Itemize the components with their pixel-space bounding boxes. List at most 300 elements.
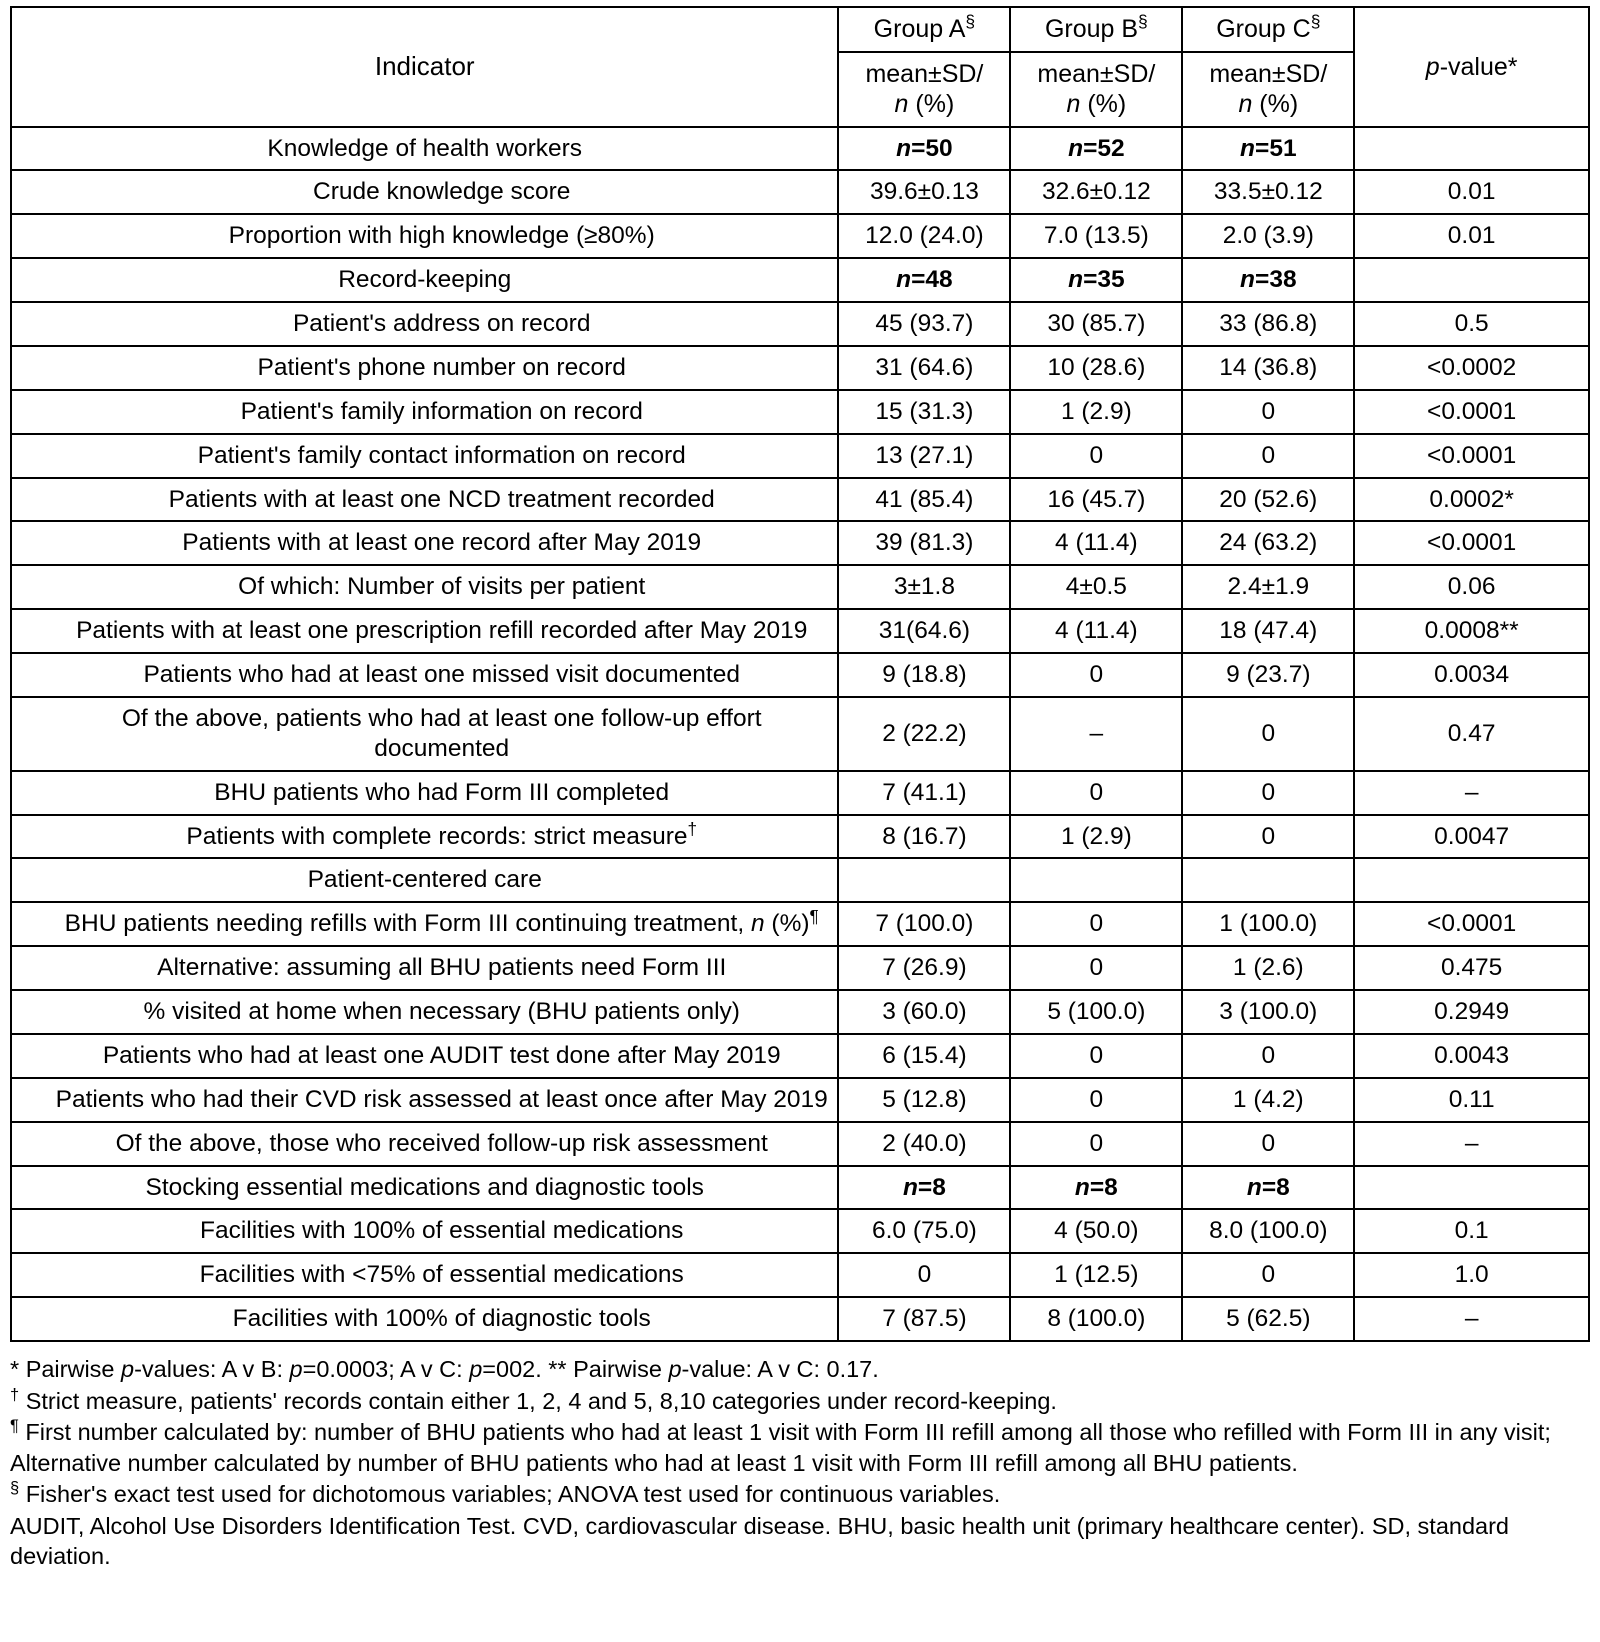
indicator-label [11,902,838,946]
cell-group-a [838,1166,1010,1210]
cell-value-text: 5 (62.5) [1226,1305,1311,1333]
cell-value-text: 10 (28.6) [1047,353,1146,381]
table-row [11,1034,1589,1078]
column-subheader-group-a [838,52,1010,127]
cell-group-c [1182,214,1354,258]
cell-value-text: 1 (2.9) [1060,397,1132,425]
cell-group-b [1010,858,1182,902]
cell-group-b [1010,1034,1182,1078]
sample-size-value: n=48 [896,266,953,294]
cell-value-text: 7 (100.0) [875,910,974,938]
indicator-label [11,1253,838,1297]
cell-value-text: 41 (85.4) [875,485,974,513]
cell-group-c [1182,609,1354,653]
cell-pvalue [1354,170,1589,214]
cell-value-text: 0.0047 [1434,822,1510,850]
table-row [11,609,1589,653]
cell-group-b [1010,346,1182,390]
table-section-row [11,258,1589,302]
cell-group-c [1182,653,1354,697]
table-section-row [11,127,1589,171]
cell-value-text: 32.6±0.12 [1041,178,1151,206]
indicator-label-text: Of the above, patients who had at least one follow-up effort documented [121,704,762,762]
cell-value-text: 9 (18.8) [882,661,967,688]
cell-value-text: 45 (93.7) [875,310,974,337]
indicator-label-text: Patient's phone number on record [257,353,626,381]
table-row [11,1297,1589,1341]
cell-value-text: 8 (100.0) [1047,1305,1146,1333]
indicator-label [11,434,838,478]
indicator-label-text: Of the above, those who received follow-up risk assessment [115,1129,768,1157]
table-row [11,902,1589,946]
cell-value-text: 1 (100.0) [1219,910,1318,938]
cell-value-text: 4±0.5 [1065,573,1127,601]
cell-value-text: – [1464,1305,1479,1333]
cell-group-b [1010,1078,1182,1122]
table-row [11,815,1589,859]
cell-value-text: 31(64.6) [878,617,971,645]
cell-value-text: 20 (52.6) [1219,485,1318,513]
indicator-label-text: Crude knowledge score [313,178,571,206]
cell-value-text: 0 [1089,1085,1104,1113]
cell-group-b [1010,434,1182,478]
cell-pvalue [1354,1297,1589,1341]
indicator-label-text: Facilities with 100% of essential medications [200,1217,684,1245]
footnote-text: First number calculated by: number of BHU patients who had at least 1 visit with Form III refill among all those who refilled with Form III in any visit; Alternative number calculated by number of BHU patients who had at least 1 visit with Form III refill among all BHU patients. [10,1419,1551,1476]
row-footnote-marker: ¶ [809,906,819,927]
cell-value-text: 0 [1089,954,1104,982]
cell-value-text: 0.475 [1440,954,1503,982]
cell-value-text: 39 (81.3) [875,529,974,557]
cell-value-text: 3±1.8 [893,573,955,601]
cell-group-b [1010,771,1182,815]
indicator-label-text: Of which: Number of visits per patient [238,573,646,601]
cell-pvalue [1354,1253,1589,1297]
cell-group-b [1010,170,1182,214]
footnote-text: Fisher's exact test used for dichotomous variables; ANOVA test used for continuous variables. [25,1481,1001,1508]
group-b-name: Group B [1044,15,1139,43]
cell-value-text: 4 (11.4) [1055,529,1138,557]
cell-group-a [838,1034,1010,1078]
cell-value-text: 8 (16.7) [882,822,967,850]
cell-value-text: – [1089,719,1104,747]
pvalue-rest: -value* [1439,52,1518,81]
indicator-label-text: Patients with at least one prescription refill recorded after May 2019 [76,617,808,645]
cell-value-text: 0.01 [1447,222,1496,250]
cell-pvalue [1354,478,1589,522]
cell-group-c [1182,1253,1354,1297]
cell-value-text: 2 (40.0) [882,1129,967,1157]
cell-group-b [1010,990,1182,1034]
cell-group-a [838,990,1010,1034]
cell-value-text: 0 [1261,441,1276,469]
cell-pvalue [1354,609,1589,653]
cell-group-a [838,1122,1010,1166]
cell-group-a [838,902,1010,946]
cell-value-text: 0 [917,1261,932,1289]
cell-value-text: 8.0 (100.0) [1209,1217,1328,1245]
indicator-label [11,990,838,1034]
cell-value-text: 1 (12.5) [1054,1261,1139,1289]
cell-group-b [1010,902,1182,946]
cell-value-text: 0 [1261,822,1276,850]
indicator-label-text: Patient's address on record [292,310,591,337]
cell-pvalue [1354,902,1589,946]
indicator-label [11,815,838,859]
cell-group-b [1010,946,1182,990]
cell-pvalue [1354,697,1589,771]
indicator-label-text: Patients who had their CVD risk assessed at least once after May 2019 [55,1085,828,1113]
cell-value-text: 0 [1261,397,1276,425]
cell-value-text: 0.47 [1447,719,1496,747]
footnote-marker: † [10,1385,20,1404]
cell-value-text: 1 (4.2) [1232,1085,1304,1113]
cell-group-a [838,170,1010,214]
cell-value-text: 0.0043 [1434,1041,1510,1069]
group-c-unit-n: n [1238,90,1253,118]
indicator-label-text: Proportion with high knowledge (≥80%) [228,222,655,250]
table-row [11,302,1589,346]
table-row [11,990,1589,1034]
cell-value-text: 0 [1261,1129,1276,1157]
group-c-footnote-marker: § [1310,11,1321,32]
indicator-label-text: BHU patients who had Form III completed [214,778,670,806]
cell-group-a [838,302,1010,346]
table-row [11,1253,1589,1297]
indicator-label [11,390,838,434]
cell-group-b [1010,302,1182,346]
group-b-unit-n: n [1066,90,1081,118]
table-row [11,1209,1589,1253]
cell-value-text: 5 (100.0) [1047,998,1146,1025]
cell-pvalue [1354,390,1589,434]
section-label [11,258,838,302]
indicator-label [11,653,838,697]
indicator-label [11,565,838,609]
group-b-unit-pct: (%) [1080,90,1127,118]
footnote-line [10,1417,1590,1478]
cell-value-text: 15 (31.3) [875,397,974,425]
cell-pvalue [1354,434,1589,478]
cell-value-text: 0.11 [1448,1085,1495,1113]
footnote-line [10,1386,1590,1417]
cell-group-c [1182,302,1354,346]
cell-pvalue [1354,858,1589,902]
cell-pvalue [1354,214,1589,258]
group-c-unit-line1: mean±SD/ [1209,59,1328,88]
indicator-label-text: Alternative: assuming all BHU patients need Form III [157,954,727,982]
cell-value-text: 24 (63.2) [1219,529,1318,557]
indicator-label [11,697,838,771]
footnote-marker: ¶ [10,1417,19,1436]
indicator-label [11,1078,838,1122]
cell-group-c [1182,815,1354,859]
indicator-label-text: Patients who had at least one missed visit documented [143,661,740,688]
cell-value-text: <0.0001 [1427,441,1517,469]
cell-group-b [1010,478,1182,522]
cell-group-c [1182,434,1354,478]
header-row-groups [11,7,1589,52]
cell-group-a [838,1078,1010,1122]
cell-value-text: 7 (26.9) [882,954,967,982]
cell-value-text: 13 (27.1) [875,441,974,469]
column-header-group-a [838,7,1010,52]
footnote-line [10,1511,1590,1572]
cell-value-text: 33 (86.8) [1219,310,1318,337]
table-body [11,127,1589,1342]
cell-group-c [1182,990,1354,1034]
cell-value-text: – [1464,778,1479,806]
cell-pvalue [1354,1078,1589,1122]
group-a-name: Group A [873,15,966,43]
cell-value-text: 0 [1089,661,1104,688]
table-row [11,653,1589,697]
cell-value-text: 0.0008** [1424,617,1519,645]
sample-size-value: n=8 [902,1173,946,1201]
table-row [11,434,1589,478]
cell-pvalue [1354,258,1589,302]
footnotes-block [10,1354,1590,1572]
group-a-unit-line1: mean±SD/ [865,59,984,88]
indicator-label [11,170,838,214]
cell-value-text: 0 [1089,1041,1104,1069]
cell-group-b [1010,1209,1182,1253]
cell-value-text: 1 (2.6) [1232,954,1304,982]
indicator-label-text: Facilities with 100% of diagnostic tools [232,1305,651,1333]
indicator-label-text: Patient-centered care [307,866,542,894]
indicator-label [11,302,838,346]
cell-group-c [1182,1166,1354,1210]
cell-value-text: 14 (36.8) [1219,353,1318,381]
cell-value-text: <0.0001 [1427,910,1517,938]
cell-value-text: 0.2949 [1434,998,1510,1025]
column-header-indicator: Indicator [11,7,838,127]
cell-group-a [838,478,1010,522]
cell-group-a [838,858,1010,902]
cell-value-text: 0.1 [1454,1217,1489,1245]
cell-pvalue [1354,521,1589,565]
cell-group-a [838,653,1010,697]
table-row [11,390,1589,434]
sample-size-value: n=35 [1068,266,1125,294]
cell-value-text: 0 [1089,1129,1104,1157]
cell-group-b [1010,521,1182,565]
cell-group-c [1182,1078,1354,1122]
cell-pvalue [1354,771,1589,815]
cell-group-a [838,1209,1010,1253]
cell-value-text: 0 [1089,441,1104,469]
cell-value-text: 7 (87.5) [882,1305,967,1333]
cell-value-text: 0 [1261,1261,1276,1289]
cell-group-b [1010,815,1182,859]
cell-group-b [1010,214,1182,258]
cell-value-text: 7 (41.1) [882,778,967,806]
cell-value-text: 0 [1261,778,1276,806]
table-row [11,478,1589,522]
indicator-label-pre: BHU patients needing refills with Form III continuing treatment, [64,910,751,938]
cell-group-b [1010,609,1182,653]
cell-group-a [838,521,1010,565]
sample-size-value: n=8 [1246,1173,1290,1201]
sample-size-value: n=50 [896,134,953,162]
indicator-label [11,346,838,390]
cell-pvalue [1354,815,1589,859]
cell-group-c [1182,127,1354,171]
cell-value-text: 0 [1089,910,1104,938]
cell-group-a [838,1297,1010,1341]
cell-value-text: 5 (12.8) [882,1085,967,1113]
cell-value-text: 0 [1261,1041,1276,1069]
cell-value-text: 12.0 (24.0) [865,222,984,250]
cell-value-text: 7.0 (13.5) [1043,222,1149,250]
cell-group-b [1010,390,1182,434]
cell-value-text: 3 (100.0) [1219,998,1318,1025]
cell-value-text: <0.0001 [1427,529,1517,557]
cell-value-text: 6 (15.4) [882,1041,967,1069]
cell-value-text: 31 (64.6) [875,353,974,381]
column-header-group-c [1182,7,1354,52]
indicator-label [11,521,838,565]
indicator-label [11,214,838,258]
table-row [11,346,1589,390]
cell-group-b [1010,127,1182,171]
cell-group-a [838,214,1010,258]
cell-group-c [1182,565,1354,609]
cell-value-text: 0 [1261,719,1276,747]
cell-value-text: 2.4±1.9 [1227,573,1310,601]
indicator-label-text: Patients with at least one record after May 2019 [182,529,702,557]
footnote-text: AUDIT, Alcohol Use Disorders Identification Test. CVD, cardiovascular disease. BHU, basic health unit (primary healthcare center). SD, standard deviation. [10,1512,1509,1570]
indicator-label-text: Knowledge of health workers [267,134,583,162]
indicator-label-text: Facilities with <75% of essential medications [199,1261,684,1289]
sample-size-value: n=51 [1240,134,1297,162]
indicator-label [11,609,838,653]
cell-value-text: – [1464,1129,1479,1157]
cell-group-b [1010,653,1182,697]
cell-group-c [1182,390,1354,434]
cell-group-a [838,390,1010,434]
indicator-label-text: % visited at home when necessary (BHU patients only) [143,998,740,1025]
sample-size-value: n=38 [1240,266,1297,294]
cell-value-text: <0.0001 [1427,397,1517,425]
cell-group-a [838,565,1010,609]
table-row [11,771,1589,815]
table-row [11,214,1589,258]
cell-value-text: 0.06 [1447,573,1496,601]
sample-size-value: n=8 [1074,1173,1118,1201]
cell-value-text: 0 [1089,778,1104,806]
indicator-label-italic-n: n [750,910,765,938]
sample-size-value: n=52 [1068,134,1125,162]
cell-value-text: 6.0 (75.0) [871,1217,977,1245]
table-row [11,697,1589,771]
group-a-unit-n: n [894,90,909,118]
cell-value-text: 2 (22.2) [882,719,967,747]
indicator-label [11,1297,838,1341]
section-label [11,858,838,902]
cell-group-b [1010,697,1182,771]
footnote-marker: § [10,1479,20,1498]
cell-value-text: 39.6±0.13 [870,178,979,206]
cell-group-c [1182,697,1354,771]
column-subheader-group-b [1010,52,1182,127]
cell-value-text: 16 (45.7) [1047,485,1146,513]
cell-pvalue [1354,565,1589,609]
cell-value-text: 4 (50.0) [1054,1217,1139,1245]
cell-value-text: 0.0002* [1429,485,1514,513]
indicator-label [11,1034,838,1078]
cell-pvalue [1354,1122,1589,1166]
indicator-label [11,946,838,990]
cell-value-text: 4 (11.4) [1055,617,1138,645]
cell-group-a [838,127,1010,171]
group-c-name: Group C [1216,15,1311,43]
cell-value-text: <0.0002 [1427,353,1517,381]
indicator-label-text: Patient's family contact information on record [197,441,686,469]
cell-group-b [1010,1166,1182,1210]
group-a-unit-pct: (%) [908,90,955,118]
cell-value-text: 1.0 [1454,1261,1489,1289]
indicator-label-text: Patient's family information on record [240,397,643,425]
cell-value-text: 30 (85.7) [1047,310,1146,337]
indicator-label-text: Stocking essential medications and diagnostic tools [145,1173,704,1201]
cell-group-b [1010,1122,1182,1166]
cell-group-c [1182,258,1354,302]
cell-value-text: 2.0 (3.9) [1222,222,1314,250]
cell-pvalue [1354,346,1589,390]
indicator-label [11,771,838,815]
cell-value-text: 3 (60.0) [882,998,967,1025]
cell-pvalue [1354,302,1589,346]
group-c-unit-pct: (%) [1252,90,1299,118]
cell-group-a [838,346,1010,390]
group-a-footnote-marker: § [965,11,976,32]
indicator-label [11,478,838,522]
column-header-group-b [1010,7,1182,52]
cell-group-b [1010,565,1182,609]
table-head [11,7,1589,127]
table-row [11,946,1589,990]
table-row [11,565,1589,609]
indicator-label-text: Patients who had at least one AUDIT test done after May 2019 [102,1041,781,1069]
cell-pvalue [1354,1209,1589,1253]
cell-pvalue [1354,990,1589,1034]
footnote-text: Strict measure, patients' records contain either 1, 2, 4 and 5, 8,10 categories under record-keeping. [25,1387,1057,1414]
section-label [11,127,838,171]
cell-pvalue [1354,1034,1589,1078]
indicator-label-text: Patients with at least one NCD treatment recorded [168,485,715,513]
cell-pvalue [1354,127,1589,171]
cell-value-text: 1 (2.9) [1060,822,1132,850]
table-row [11,1078,1589,1122]
group-b-unit-line1: mean±SD/ [1037,59,1156,88]
column-subheader-group-c [1182,52,1354,127]
indicator-label-text: Record-keeping [338,266,512,294]
cell-value-text: 0.0034 [1434,661,1510,688]
cell-group-a [838,434,1010,478]
cell-group-c [1182,1034,1354,1078]
indicator-label-post: (%) [764,910,810,938]
cell-group-c [1182,771,1354,815]
cell-value-text: 9 (23.7) [1226,661,1311,688]
column-header-pvalue [1354,7,1589,127]
footnote-line [10,1354,1590,1385]
table-row [11,1122,1589,1166]
table-section-row [11,858,1589,902]
cell-group-a [838,1253,1010,1297]
cell-pvalue [1354,1166,1589,1210]
cell-group-b [1010,1253,1182,1297]
